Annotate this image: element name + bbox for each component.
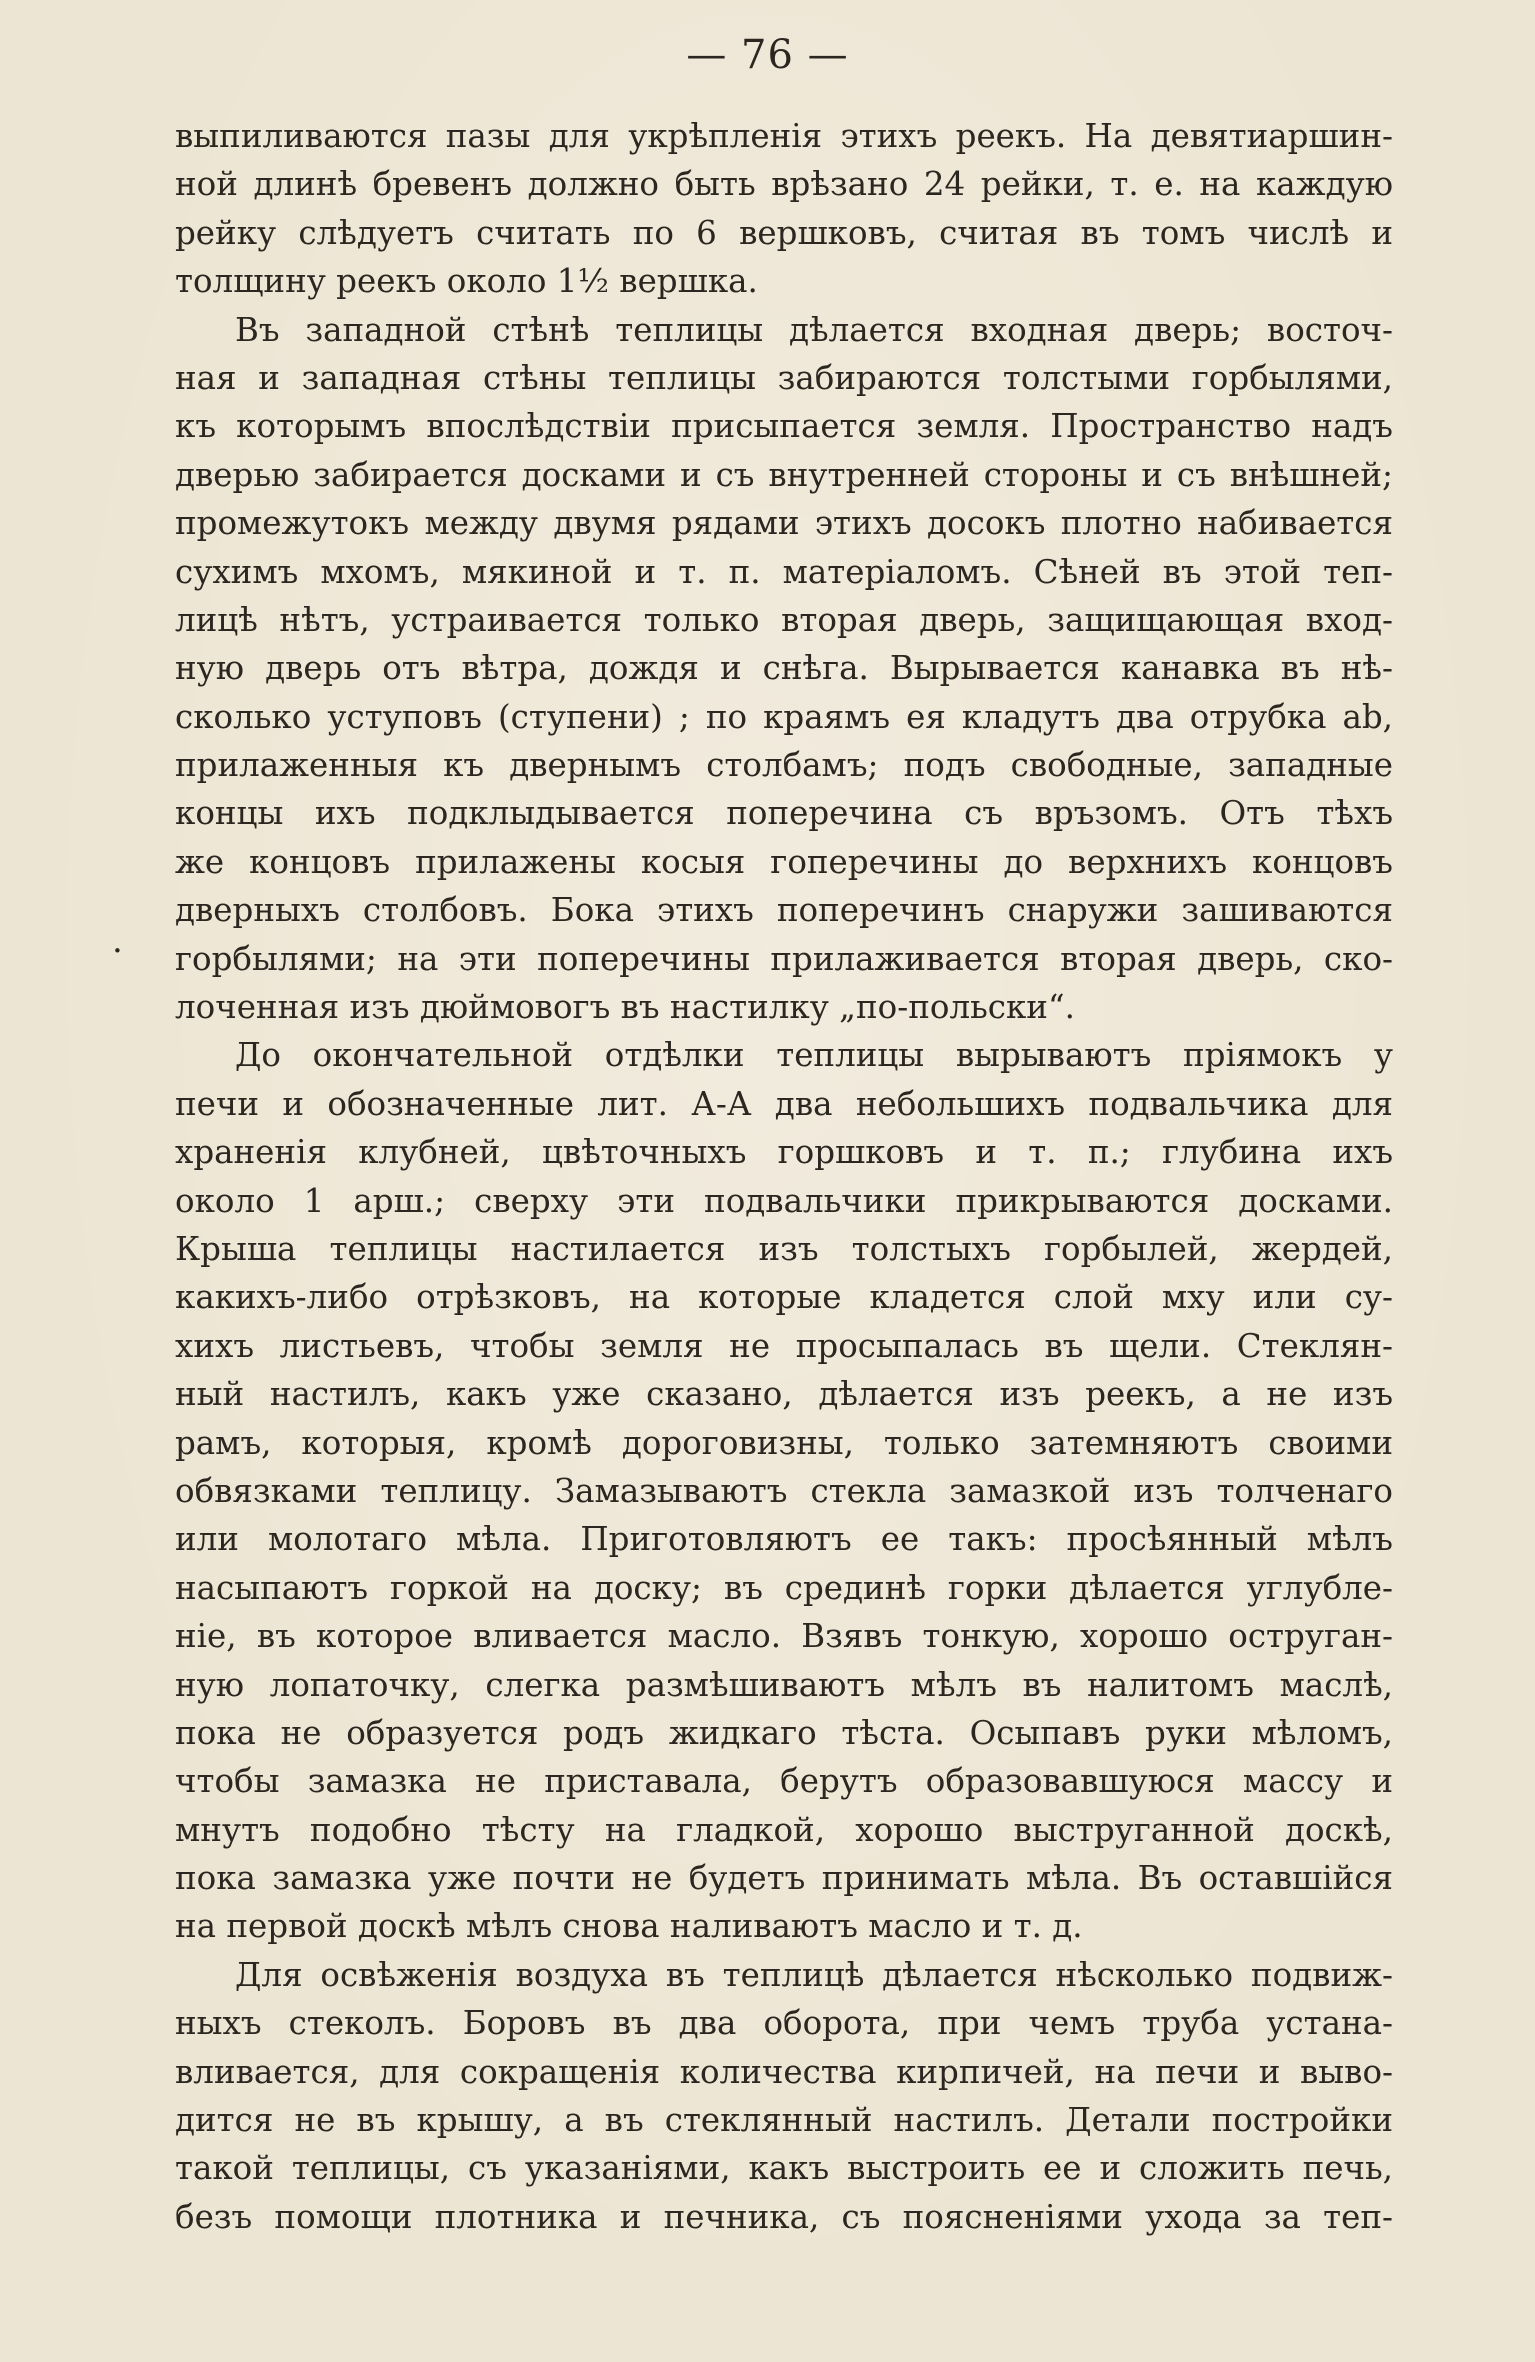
text-line: лоченная изъ дюймовогъ въ настилку „по-польски“. — [175, 988, 1075, 1027]
text-line: чтобы замазка не приставала, берутъ образовавшуюся массу и — [175, 1762, 1393, 1801]
text-line: насыпаютъ горкой на доску; въ срединѣ горки дѣлается углубле- — [175, 1568, 1393, 1607]
text-line: пока замазка уже почти не будетъ принимать мѣла. Въ оставшійся — [175, 1859, 1393, 1898]
text-line: ніе, въ которое вливается масло. Взявъ тонкую, хорошо оструган- — [175, 1617, 1393, 1656]
text-line: ной длинѣ бревенъ должно быть врѣзано 24 рейки, т. е. на каждую — [175, 165, 1393, 204]
text-line: какихъ-либо отрѣзковъ, на которые кладется слой мху или су- — [175, 1278, 1393, 1317]
text-line: ную лопаточку, слегка размѣшиваютъ мѣлъ въ налитомъ маслѣ, — [175, 1665, 1393, 1704]
text-line: вливается, для сокращенія количества кирпичей, на печи и выво- — [175, 2052, 1393, 2091]
text-line: обвязками теплицу. Замазываютъ стекла замазкой изъ толченаго — [175, 1471, 1393, 1510]
text-line: Въ западной стѣнѣ теплицы дѣлается входная дверь; восточ- — [235, 310, 1393, 349]
text-line: Крыша теплицы настилается изъ толстыхъ горбылей, жердей, — [175, 1229, 1393, 1268]
text-line: сколько уступовъ (ступени) ; по краямъ ея кладутъ два отрубка аb, — [175, 697, 1393, 736]
text-line: ный настилъ, какъ уже сказано, дѣлается изъ реекъ, а не изъ — [175, 1375, 1393, 1414]
text-line: мнутъ подобно тѣсту на гладкой, хорошо выструганной доскѣ, — [175, 1810, 1393, 1849]
text-line: пока не образуется родъ жидкаго тѣста. Осыпавъ руки мѣломъ, — [175, 1713, 1393, 1752]
text-line: горбылями; на эти поперечины прилаживается вторая дверь, ско- — [175, 939, 1393, 978]
body-text — [175, 112, 1393, 2241]
text-line: дверныхъ столбовъ. Бока этихъ поперечинъ снаружи зашиваются — [175, 891, 1393, 930]
text-line: концы ихъ подклыдывается поперечина съ връзомъ. Отъ тѣхъ — [175, 794, 1393, 833]
text-line: сухимъ мхомъ, мякиной и т. п. матеріаломъ. Сѣней въ этой теп- — [175, 552, 1393, 591]
text-line: безъ помощи плотника и печника, съ поясненіями ухода за теп- — [175, 2197, 1393, 2236]
text-line: ную дверь отъ вѣтра, дождя и снѣга. Вырывается канавка въ нѣ- — [175, 649, 1393, 688]
margin-mark: . — [112, 921, 123, 961]
text-line: ныхъ стеколъ. Боровъ въ два оборота, при чемъ труба устана- — [175, 2004, 1393, 2043]
text-line: на первой доскѣ мѣлъ снова наливаютъ масло и т. д. — [175, 1907, 1083, 1946]
text-line: храненія клубней, цвѣточныхъ горшковъ и т. п.; глубина ихъ — [175, 1133, 1393, 1172]
text-line: лицѣ нѣтъ, устраивается только вторая дверь, защищающая вход- — [175, 600, 1393, 639]
text-line: или молотаго мѣла. Приготовляютъ ее такъ: просѣянный мѣлъ — [175, 1520, 1393, 1559]
text-line: такой теплицы, съ указаніями, какъ выстроить ее и сложить печь, — [175, 2149, 1393, 2188]
text-line: толщину реекъ около 1½ вершка. — [175, 262, 758, 301]
text-line: же концовъ прилажены косыя гоперечины до верхнихъ концовъ — [175, 842, 1393, 881]
text-line: дится не въ крышу, а въ стеклянный настилъ. Детали постройки — [175, 2101, 1393, 2140]
text-line: выпиливаются пазы для укрѣпленія этихъ реекъ. На девятиаршин- — [175, 117, 1393, 155]
text-line: дверью забирается досками и съ внутренней стороны и съ внѣшней; — [175, 455, 1393, 494]
text-line: рейку слѣдуетъ считать по 6 вершковъ, считая въ томъ числѣ и — [175, 213, 1393, 252]
text-line: рамъ, которыя, кромѣ дороговизны, только затемняютъ своими — [175, 1423, 1393, 1462]
text-line: промежутокъ между двумя рядами этихъ досокъ плотно набивается — [175, 504, 1393, 543]
text-line: Для освѣженія воздуха въ теплицѣ дѣлается нѣсколько подвиж- — [235, 1955, 1393, 1994]
text-line: ная и западная стѣны теплицы забираются толстыми горбылями, — [175, 358, 1393, 397]
text-line: прилаженныя къ двернымъ столбамъ; подъ свободные, западные — [175, 746, 1393, 785]
text-line: къ которымъ впослѣдствіи присыпается земля. Пространство надъ — [175, 407, 1393, 446]
text-line: около 1 арш.; сверху эти подвальчики прикрываются досками. — [175, 1181, 1393, 1220]
text-line: хихъ листьевъ, чтобы земля не просыпалась въ щели. Стеклян- — [175, 1326, 1393, 1365]
page-number: — 76 — — [686, 32, 849, 78]
text-line: До окончательной отдѣлки теплицы вырываютъ пріямокъ у — [235, 1036, 1393, 1075]
text-line: печи и обозначенные лит. А-А два небольшихъ подвальчика для — [175, 1084, 1393, 1123]
